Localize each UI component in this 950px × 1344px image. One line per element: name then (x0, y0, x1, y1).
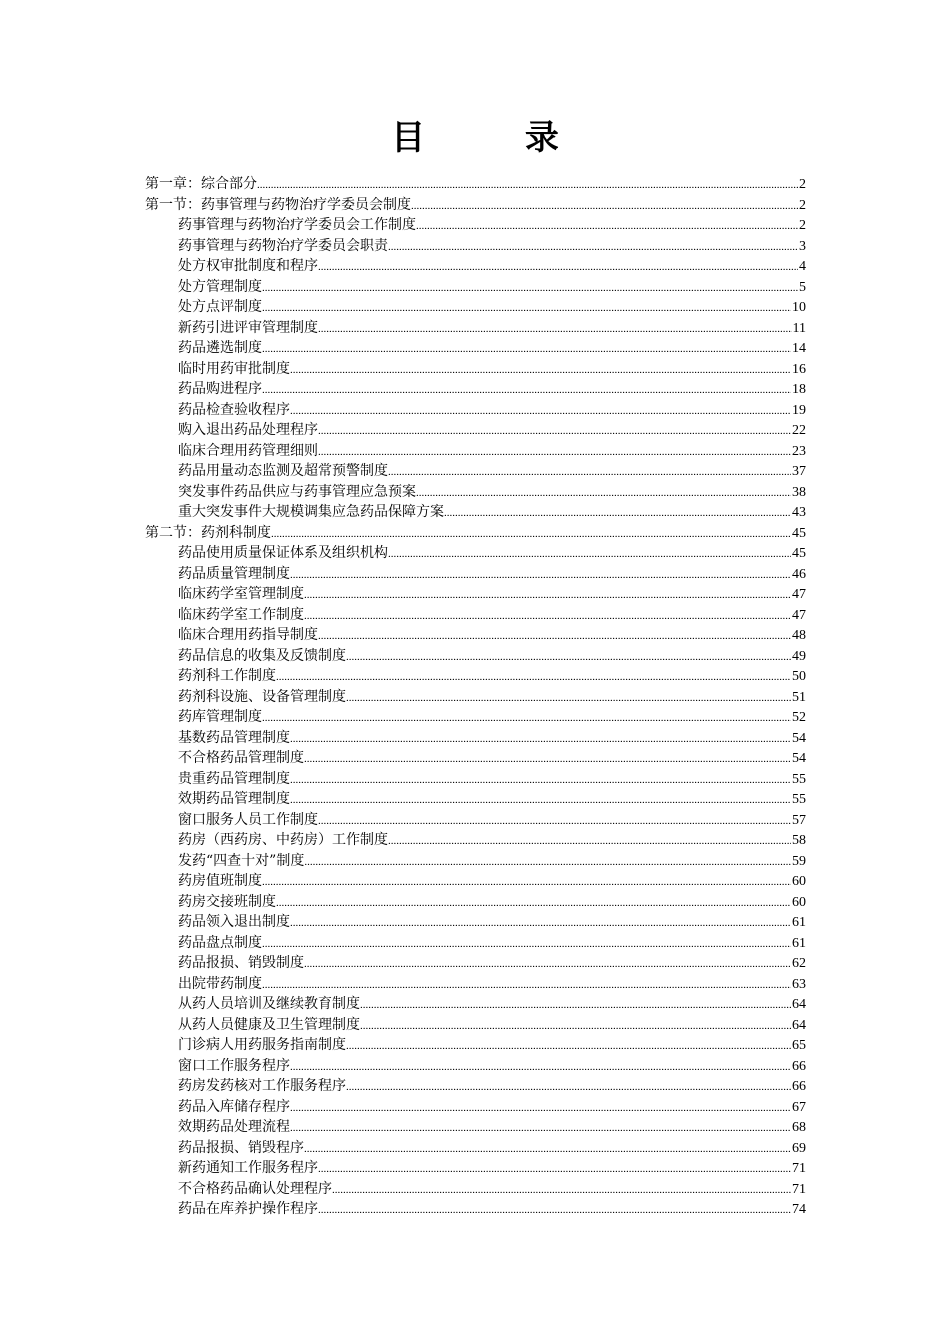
toc-entry-page-number: 14 (792, 341, 806, 356)
toc-entry[interactable] (145, 1199, 806, 1220)
toc-entry-label: 药品检查验收程序 (178, 401, 290, 418)
toc-entry-page-number: 55 (792, 771, 806, 787)
toc-entry-page-number: 37 (792, 464, 806, 479)
toc-entry[interactable] (145, 1097, 806, 1118)
toc-entry-label: 第一章：综合部分 (145, 176, 257, 192)
toc-entry-page-number: 2 (799, 197, 806, 213)
toc-dot-leader (290, 913, 791, 934)
toc-entry[interactable] (145, 584, 806, 605)
toc-entry[interactable] (145, 1117, 806, 1138)
toc-entry[interactable] (145, 830, 806, 851)
toc-entry[interactable] (145, 359, 806, 380)
toc-entry-page-number: 50 (792, 669, 806, 684)
toc-dot-leader (276, 893, 791, 914)
toc-dot-leader (262, 339, 791, 360)
toc-dot-leader (318, 257, 798, 278)
toc-entry-page-number: 52 (792, 710, 806, 725)
toc-dot-leader (262, 975, 791, 996)
toc-entry[interactable] (145, 810, 806, 831)
toc-dot-leader (304, 852, 791, 873)
toc-dot-leader (262, 708, 791, 729)
toc-entry-label: 出院带药制度 (178, 975, 262, 992)
toc-entry-label: 新药引进评审管理制度 (178, 319, 318, 336)
toc-entry[interactable] (145, 338, 806, 359)
toc-dot-leader (388, 237, 798, 258)
toc-entry-page-number: 65 (792, 1038, 806, 1053)
toc-entry[interactable] (145, 482, 806, 503)
toc-entry-page-number: 23 (792, 443, 806, 459)
toc-dot-leader (290, 1098, 791, 1119)
table-of-contents (145, 174, 806, 1220)
toc-entry[interactable] (145, 379, 806, 400)
toc-entry-label: 处方点评制度 (178, 299, 262, 315)
toc-entry-page-number: 5 (799, 279, 806, 295)
toc-entry-label: 药品报损、销毁制度 (178, 955, 304, 971)
toc-entry-label: 临床合理用药管理细则 (178, 442, 318, 459)
toc-entry-page-number: 54 (792, 751, 806, 766)
toc-entry-page-number: 63 (792, 976, 806, 992)
toc-entry[interactable] (145, 687, 806, 708)
toc-entry-label: 药品入库储存程序 (178, 1098, 290, 1115)
toc-dot-leader (304, 954, 791, 975)
toc-dot-leader (332, 1180, 791, 1201)
toc-dot-leader (411, 196, 798, 217)
toc-dot-leader (346, 688, 791, 709)
toc-entry[interactable] (145, 1158, 806, 1179)
toc-entry[interactable] (145, 256, 806, 277)
toc-dot-leader (318, 811, 791, 832)
toc-entry-label: 药剂科工作制度 (178, 668, 276, 684)
toc-dot-leader (290, 729, 791, 750)
toc-entry-page-number: 22 (792, 423, 806, 438)
toc-entry-label: 临床合理用药指导制度 (178, 627, 318, 643)
toc-entry-page-number: 59 (792, 853, 806, 869)
toc-entry-label: 药品信息的收集及反馈制度 (178, 647, 346, 664)
toc-entry-label: 药品在库养护操作程序 (178, 1201, 318, 1217)
toc-dot-leader (444, 503, 791, 524)
toc-dot-leader (388, 544, 791, 565)
toc-entry[interactable] (145, 666, 806, 687)
toc-entry-label: 效期药品管理制度 (178, 791, 290, 807)
toc-dot-leader (262, 934, 791, 955)
toc-dot-leader (290, 565, 791, 586)
toc-entry[interactable] (145, 236, 806, 257)
toc-entry-page-number: 68 (792, 1120, 806, 1135)
toc-entry[interactable] (145, 1035, 806, 1056)
toc-entry-page-number: 61 (792, 915, 806, 930)
toc-dot-leader (290, 401, 791, 422)
toc-entry[interactable] (145, 994, 806, 1015)
toc-entry[interactable] (145, 933, 806, 954)
toc-entry-label: 临时用药审批制度 (178, 360, 290, 377)
toc-dot-leader (290, 360, 791, 381)
toc-entry-page-number: 58 (792, 833, 806, 848)
toc-entry[interactable] (145, 605, 806, 626)
toc-entry-page-number: 47 (792, 607, 806, 623)
toc-entry-label: 门诊病人用药服务指南制度 (178, 1037, 346, 1053)
toc-entry[interactable] (145, 564, 806, 585)
toc-entry-label: 药事管理与药物治疗学委员会职责 (178, 237, 388, 254)
toc-entry-label: 重大突发事件大规模调集应急药品保障方案 (178, 504, 444, 520)
toc-dot-leader (290, 1057, 791, 1078)
toc-entry-label: 临床药学室管理制度 (178, 586, 304, 602)
toc-entry[interactable] (145, 318, 806, 339)
toc-entry-page-number: 10 (792, 300, 806, 315)
toc-entry-page-number: 16 (792, 361, 806, 377)
toc-entry-label: 药库管理制度 (178, 709, 262, 725)
toc-entry-label: 从药人员培训及继续教育制度 (178, 996, 360, 1012)
toc-entry[interactable] (145, 543, 806, 564)
toc-entry-page-number: 49 (792, 648, 806, 664)
toc-entry-page-number: 45 (792, 546, 806, 561)
toc-entry[interactable] (145, 1015, 806, 1036)
toc-entry-page-number: 51 (792, 689, 806, 705)
toc-entry-label: 窗口服务人员工作制度 (178, 811, 318, 828)
toc-entry-page-number: 57 (792, 812, 806, 828)
toc-entry-label: 药房交接班制度 (178, 893, 276, 910)
toc-entry-label: 药品购进程序 (178, 381, 262, 397)
toc-entry[interactable] (145, 728, 806, 749)
toc-dot-leader (318, 319, 792, 340)
toc-entry[interactable] (145, 707, 806, 728)
toc-entry-label: 药房值班制度 (178, 873, 262, 889)
toc-entry[interactable] (145, 892, 806, 913)
toc-entry-page-number: 67 (792, 1099, 806, 1115)
toc-entry[interactable] (145, 502, 806, 523)
toc-dot-leader (290, 790, 791, 811)
toc-entry-page-number: 4 (799, 259, 806, 274)
toc-entry[interactable] (145, 277, 806, 298)
toc-entry-label: 窗口工作服务程序 (178, 1057, 290, 1074)
toc-dot-leader (416, 216, 798, 237)
toc-entry-label: 购入退出药品处理程序 (178, 422, 318, 438)
toc-entry[interactable] (145, 174, 806, 195)
toc-dot-leader (290, 770, 791, 791)
toc-entry[interactable] (145, 1056, 806, 1077)
toc-dot-leader (304, 1139, 791, 1160)
toc-dot-leader (360, 1016, 791, 1037)
toc-entry-page-number: 3 (799, 238, 806, 254)
toc-entry-label: 不合格药品管理制度 (178, 750, 304, 766)
toc-dot-leader (290, 1118, 791, 1139)
toc-entry-label: 处方权审批制度和程序 (178, 258, 318, 274)
toc-dot-leader (346, 1077, 791, 1098)
toc-entry-label: 药品报损、销毁程序 (178, 1139, 304, 1156)
toc-dot-leader (346, 1036, 791, 1057)
toc-entry-page-number: 69 (792, 1140, 806, 1156)
toc-dot-leader (388, 462, 791, 483)
toc-dot-leader (318, 421, 791, 442)
toc-dot-leader (262, 872, 791, 893)
toc-dot-leader (276, 667, 791, 688)
toc-dot-leader (257, 175, 798, 196)
toc-entry-page-number: 2 (799, 177, 806, 192)
toc-entry-page-number: 62 (792, 956, 806, 971)
toc-entry-page-number: 74 (792, 1202, 806, 1217)
toc-entry-label: 突发事件药品供应与药事管理应急预案 (178, 483, 416, 500)
toc-entry-page-number: 60 (792, 894, 806, 910)
toc-entry-label: 药房发药核对工作服务程序 (178, 1078, 346, 1094)
toc-entry[interactable] (145, 297, 806, 318)
toc-entry-page-number: 47 (792, 587, 806, 602)
toc-entry-page-number: 54 (792, 730, 806, 746)
toc-entry[interactable] (145, 441, 806, 462)
toc-dot-leader (262, 278, 798, 299)
toc-entry[interactable] (145, 851, 806, 872)
toc-entry[interactable] (145, 420, 806, 441)
toc-title: 目 录 (391, 118, 603, 158)
toc-dot-leader (318, 1159, 791, 1180)
toc-entry[interactable] (145, 625, 806, 646)
toc-entry[interactable] (145, 215, 806, 236)
toc-entry-page-number: 46 (792, 566, 806, 582)
toc-dot-leader (416, 483, 791, 504)
toc-dot-leader (304, 585, 791, 606)
toc-entry-label: 药品使用质量保证体系及组织机构 (178, 545, 388, 561)
toc-entry[interactable] (145, 974, 806, 995)
toc-entry-label: 第一节：药事管理与药物治疗学委员会制度 (145, 196, 411, 213)
toc-entry[interactable] (145, 789, 806, 810)
toc-entry-label: 药品质量管理制度 (178, 565, 290, 582)
toc-entry-page-number: 55 (792, 792, 806, 807)
toc-entry[interactable] (145, 195, 806, 216)
toc-entry-page-number: 38 (792, 484, 806, 500)
toc-entry-label: 药品盘点制度 (178, 934, 262, 951)
toc-entry-page-number: 66 (792, 1058, 806, 1074)
toc-entry-page-number: 64 (792, 1017, 806, 1033)
toc-entry[interactable] (145, 523, 806, 544)
toc-dot-leader (388, 831, 791, 852)
toc-entry-label: 临床药学室工作制度 (178, 606, 304, 623)
toc-entry-label: 效期药品处理流程 (178, 1119, 290, 1135)
toc-entry-page-number: 19 (792, 402, 806, 418)
toc-entry-label: 药品遴选制度 (178, 340, 262, 356)
toc-entry[interactable] (145, 912, 806, 933)
toc-entry-label: 药品领入退出制度 (178, 914, 290, 930)
toc-entry-label: 从药人员健康及卫生管理制度 (178, 1016, 360, 1033)
toc-entry-page-number: 45 (792, 525, 806, 541)
toc-entry-page-number: 11 (792, 320, 806, 336)
toc-entry-label: 贵重药品管理制度 (178, 770, 290, 787)
toc-entry-page-number: 64 (792, 997, 806, 1012)
toc-entry[interactable] (145, 871, 806, 892)
toc-dot-leader (271, 524, 791, 545)
toc-entry-label: 药事管理与药物治疗学委员会工作制度 (178, 217, 416, 233)
toc-dot-leader (304, 606, 791, 627)
toc-entry-label: 基数药品管理制度 (178, 729, 290, 746)
toc-entry-page-number: 66 (792, 1079, 806, 1094)
toc-entry[interactable] (145, 953, 806, 974)
toc-dot-leader (360, 995, 791, 1016)
toc-dot-leader (262, 298, 791, 319)
toc-entry-page-number: 60 (792, 874, 806, 889)
toc-entry[interactable] (145, 461, 806, 482)
toc-entry-label: 发药“四查十对”制度 (178, 852, 305, 869)
toc-entry[interactable] (145, 769, 806, 790)
toc-entry-label: 药剂科设施、设备管理制度 (178, 688, 346, 705)
toc-entry-page-number: 71 (792, 1181, 806, 1197)
toc-dot-leader (318, 626, 791, 647)
toc-dot-leader (346, 647, 791, 668)
toc-entry-label: 新药通知工作服务程序 (178, 1160, 318, 1176)
toc-dot-leader (318, 1200, 791, 1221)
toc-entry-label: 药房（西药房、中药房）工作制度 (178, 832, 388, 848)
toc-entry[interactable] (145, 646, 806, 667)
toc-entry-label: 处方管理制度 (178, 278, 262, 295)
toc-entry[interactable] (145, 1138, 806, 1159)
toc-entry-label: 不合格药品确认处理程序 (178, 1180, 332, 1197)
toc-entry-page-number: 43 (792, 505, 806, 520)
toc-dot-leader (304, 749, 791, 770)
toc-entry[interactable] (145, 748, 806, 769)
toc-entry-page-number: 2 (799, 218, 806, 233)
toc-entry[interactable] (145, 1179, 806, 1200)
toc-entry-page-number: 71 (792, 1161, 806, 1176)
toc-entry[interactable] (145, 1076, 806, 1097)
toc-dot-leader (262, 380, 791, 401)
toc-entry-label: 第二节：药剂科制度 (145, 524, 271, 541)
toc-entry[interactable] (145, 400, 806, 421)
toc-entry-page-number: 61 (792, 935, 806, 951)
toc-entry-page-number: 48 (792, 628, 806, 643)
toc-dot-leader (318, 442, 791, 463)
toc-entry-page-number: 18 (792, 382, 806, 397)
toc-entry-label: 药品用量动态监测及超常预警制度 (178, 463, 388, 479)
